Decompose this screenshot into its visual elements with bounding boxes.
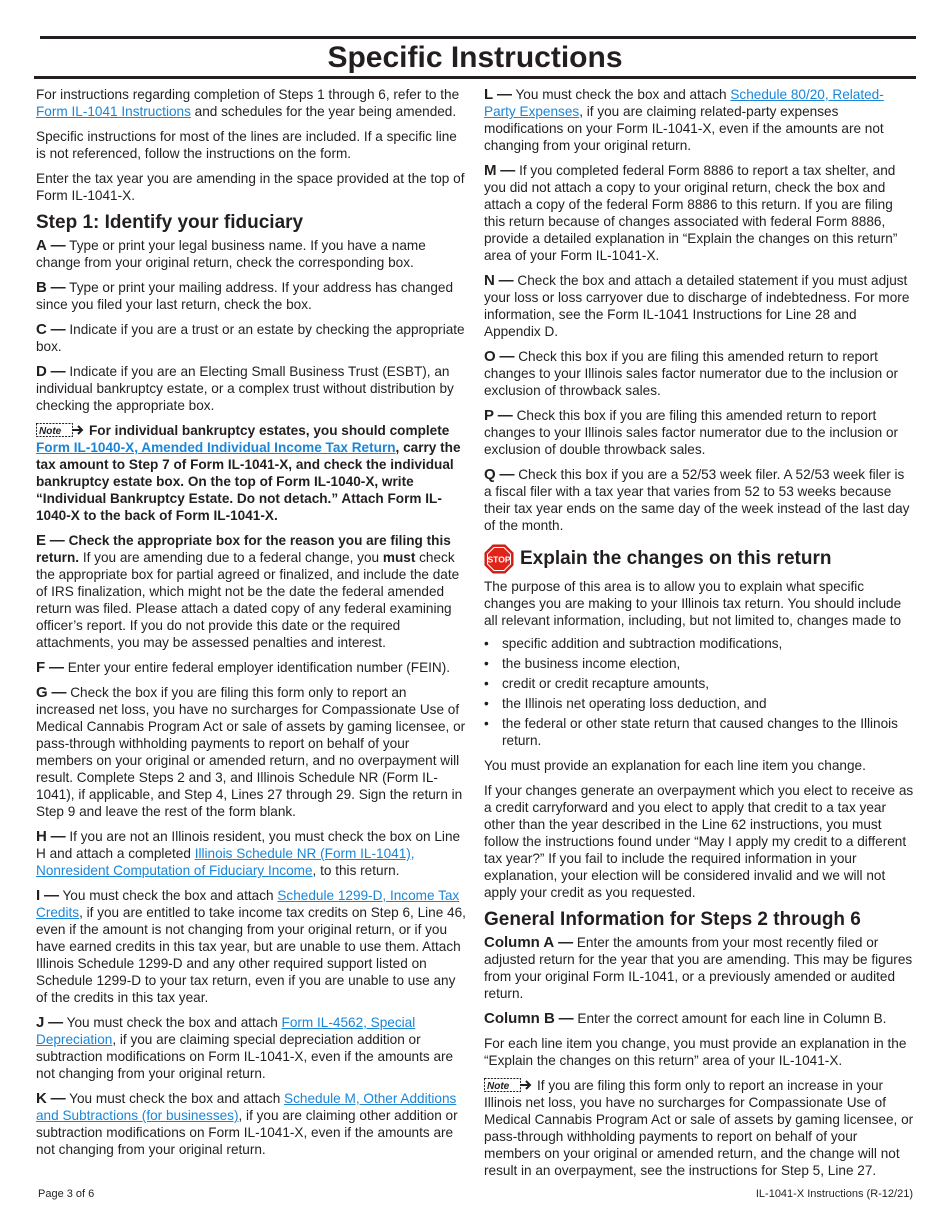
form-il-1040-x-link[interactable]: Form IL-1040-X, Amended Individual Income Tax Return xyxy=(36,440,396,455)
line-f-instruction: F — Enter your entire federal employer identification number (FEIN). xyxy=(36,659,451,676)
note-icon xyxy=(484,1078,534,1092)
schedule-1299-d-link[interactable]: Schedule 1299-D, Income Tax Credits xyxy=(36,888,460,920)
form-identifier: IL-1041-X Instructions (R-12/21) xyxy=(755,1188,913,1200)
schedule-80-20-link[interactable]: Schedule 80/20, Related-Party Expenses xyxy=(484,87,884,119)
explain-paragraph-2: You must provide an explanation for each line item you change. xyxy=(484,758,866,773)
line-m-instruction: M — If you completed federal Form 8886 to report a tax shelter, and you did not attach a copy to your original return, check the box and attach a copy of the federal Form 8886 to this return. If you are filing this return because of changes associated with federal Form 8886, provide a detailed explanation in “Explain the changes on this return” area of your Form IL-1041-X. xyxy=(484,162,898,263)
intro-paragraph-2: Specific instructions for most of the lines are included. If a specific line is not referenced, follow the instructions on the form. xyxy=(36,129,457,161)
line-c-instruction: C — Indicate if you are a trust or an estate by checking the appropriate box. xyxy=(36,321,465,354)
line-j-instruction: J — You must check the box and attach Form IL-4562, Special Depreciation, if you are claiming special depreciation addition or subtraction modifications on Form IL-1041-X, even if the amounts are not changing from your original return. xyxy=(36,1014,454,1081)
form-il-4562-link[interactable]: Form IL-4562, Special Depreciation xyxy=(36,1015,416,1047)
line-i-instruction: I — You must check the box and attach Schedule 1299-D, Income Tax Credits, if you are entitled to take income tax credits on Step 6, Line 46, even if the amount is not changing from your original return, or if you have earned credits in this tax year, but are unable to use them. Attach Illinois Schedule 1299-D and any other required support listed on Schedule 1299-D to your tax return, even if you are unable to use any of the credits in this tax year. xyxy=(36,887,466,1005)
note-icon-label: Note xyxy=(487,1081,510,1092)
line-e-instruction: E — Check the appropriate box for the reason you are filing this return. If you are amending due to a federal change, you must check the appropriate box for partial agreed or finalized, and include the date of IRS finalization, which might not be the date the federal amended return was filed. Please attach a dated copy of any federal examining officer’s report. If you do not provide this date or the required attachments, you may be assessed penalties and interest. xyxy=(36,532,460,650)
explain-intro: The purpose of this area is to allow you to explain what specific changes you are making to your Illinois tax return. You should include all relevant information, including, but not limited to, changes made to xyxy=(484,579,902,628)
net-loss-note: Note If you are filing this form only to report an increase in your Illinois net loss, you have no surcharges for Compassionate Use of Medical Cannabis Program Act or sale of assets by gaming licensee, or pass-through withholding payments to report on behalf of your members on your original or amended return, and the change will not result in an overpayment, see the instructions for Step 5, Line 27. xyxy=(484,1078,914,1178)
list-item: • credit or credit recapture amounts, xyxy=(484,675,914,692)
stop-sign-icon xyxy=(484,544,514,574)
column-a-instruction: Column A — Enter the amounts from your most recently filed or adjusted return for the year that you are amending. This may be figures from your original Form IL-1041, or a previously amended or audited return. xyxy=(484,934,913,1001)
intro-paragraph-3: Enter the tax year you are amending in the space provided at the top of Form IL-1041-X. xyxy=(36,171,465,203)
line-h-instruction: H — If you are not an Illinois resident, you must check the box on Line H and attach a completed Illinois Schedule NR (Form IL-1041), Nonresident Computation of Fiduciary Income, to this return. xyxy=(36,828,461,878)
form-il-1041-instructions-link[interactable]: Form IL-1041 Instructions xyxy=(36,104,191,119)
general-paragraph-2: For each line item you change, you must provide an explanation in the “Explain the changes on this return” area of your IL-1041-X. xyxy=(484,1036,907,1068)
line-a-instruction: A — Type or print your legal business name. If you have a name change from your original return, check the corresponding box. xyxy=(36,237,426,270)
list-item: • the federal or other state return that caused changes to the Illinois return. xyxy=(484,715,914,749)
line-n-instruction: N — Check the box and attach a detailed statement if you must adjust your loss or loss carryover due to discharge of indebtedness. For more information, see the Form IL-1041 Instructions for Line 28 and Appendix D. xyxy=(484,272,910,339)
changes-list xyxy=(484,635,914,749)
stop-sign-label: STOP xyxy=(487,554,511,565)
intro-paragraph-1: For instructions regarding completion of Steps 1 through 6, refer to the Form IL-1041 Instructions and schedules for the year being amended. xyxy=(36,87,460,119)
list-item: • the business income election, xyxy=(484,655,914,672)
title-rule-top xyxy=(40,36,916,39)
line-k-instruction: K — You must check the box and attach Schedule M, Other Additions and Subtractions (for businesses), if you are claiming other addition or subtraction modifications on Form IL-1041-X, even if the amounts are not changing from your original return. xyxy=(36,1090,458,1157)
line-p-instruction: P — Check this box if you are filing this amended return to report changes to your Illinois sales factor numerator due to the inclusion or exclusion of double throwback sales. xyxy=(484,407,899,457)
line-l-instruction: L — You must check the box and attach Schedule 80/20, Related-Party Expenses, if you are claiming related-party expenses modifications on your Form IL-1041-X, even if the amounts are not changing from your original return. xyxy=(484,86,884,153)
schedule-nr-link[interactable]: Illinois Schedule NR (Form IL-1041), Nonresident Computation of Fiduciary Income xyxy=(36,846,415,878)
column-b-instruction: Column B — Enter the correct amount for each line in Column B. xyxy=(484,1010,887,1027)
page-number: Page 3 of 6 xyxy=(38,1188,95,1200)
bankruptcy-note: Note For individual bankruptcy estates, you should complete Form IL-1040-X, Amended Individual Income Tax Return, carry the tax amount to Step 7 of Form IL-1041-X, and check the individual bankruptcy estate box. On the top of Form IL-1040-X, write “Individual Bankruptcy Estate. Do not detach.” Attach Form IL-1040-X to the back of Form IL-1041-X. xyxy=(36,423,461,523)
list-item: • the Illinois net operating loss deduction, and xyxy=(484,695,914,712)
note-icon-label: Note xyxy=(39,426,62,437)
explain-paragraph-3: If your changes generate an overpayment which you elect to receive as a credit carryforward and you elect to apply that credit to a tax year other than the year described in the Line 62 instructions, you must follow the instructions found under “May I apply my credit to a different tax year?” If you fail to include the required information in your explanation, your election will be considered invalid and we will not apply your credit as you requested. xyxy=(484,783,914,900)
line-g-instruction: G — Check the box if you are filing this form only to report an increased net loss, you have no surcharges for Compassionate Use of Medical Cannabis Program Act or sale of assets by gaming licensee, or pass-through withholding payments to report on behalf of your members on your original or amended return, and no overpayment will result. Complete Steps 2 and 3, and Illinois Schedule NR (Form IL-1041), if applicable, and Step 4, Lines 27 through 29. Sign the return in Step 9 and leave the rest of the form blank. xyxy=(36,684,466,819)
list-item: • specific addition and subtraction modifications, xyxy=(484,635,914,652)
explain-heading: STOP Explain the changes on this return xyxy=(484,544,914,574)
line-d-instruction: D — Indicate if you are an Electing Small Business Trust (ESBT), an individual bankruptcy estate, or a complex trust without distribution by checking the appropriate box. xyxy=(36,363,454,413)
line-o-instruction: O — Check this box if you are filing this amended return to report changes to your Illinois sales factor numerator due to the inclusion or exclusion of throwback sales. xyxy=(484,348,899,398)
general-info-heading: General Information for Steps 2 through 6 xyxy=(484,909,861,930)
right-column xyxy=(484,86,914,1187)
schedule-m-link[interactable]: Schedule M, Other Additions and Subtractions (for businesses) xyxy=(36,1091,457,1123)
line-q-instruction: Q — Check this box if you are a 52/53 week filer. A 52/53 week filer is a fiscal filer with a tax year that varies from 52 to 53 weeks because their tax year ends on the same day of the week instead of the last day of the month. xyxy=(484,466,910,533)
title-rule-bottom xyxy=(34,76,916,79)
left-column xyxy=(36,86,466,1166)
step1-heading: Step 1: Identify your fiduciary xyxy=(36,212,304,233)
page-title: Specific Instructions xyxy=(327,41,623,74)
line-b-instruction: B — Type or print your mailing address. If your address has changed since you filed your last return, check the box. xyxy=(36,279,454,312)
note-icon xyxy=(36,423,86,437)
